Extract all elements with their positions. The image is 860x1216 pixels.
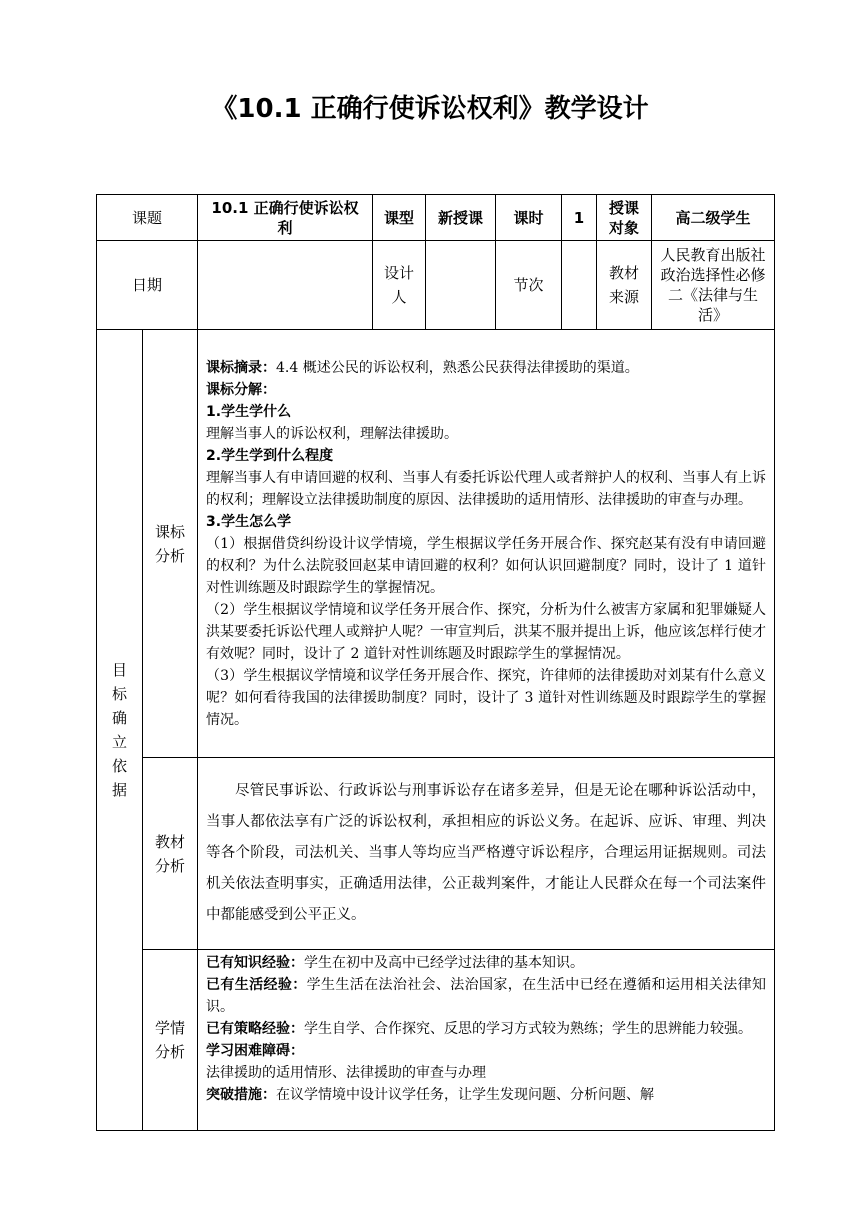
audience-label: 授课对象 bbox=[597, 195, 652, 241]
goal-section-label: 目标确立依据 bbox=[111, 661, 127, 799]
textbook-text: 尽管民事诉讼、行政诉讼与刑事诉讼存在诸多差异，但是无论在哪种诉讼活动中，当事人都依法享有广泛的诉讼权利，承担相应的诉讼义务。在起诉、应诉、审理、判决等各个阶段，司法机关、当事人等均应当严格遵守诉讼程序，合理运用证据规则。司法机关依法查明事实，正确适用法律，公正裁判案件，才能让人民群众在每一个司法案件中都能感受到公平正义。 bbox=[206, 783, 767, 923]
lesson-value: 10.1 正确行使诉讼权利 bbox=[198, 195, 373, 241]
date-label: 日期 bbox=[97, 241, 198, 330]
q3-item-3: （3）学生根据议学情境和议学任务开展合作、探究，许律师的法律援助对刘某有什么意义呢？如何看待我国的法律援助制度？同时，设计了 3 道针对性训练题及时跟踪学生的掌握情况。 bbox=[206, 667, 767, 728]
strategy-text: 学生自学、合作探究、反思的学习方式较为熟练；学生的思辨能力较强。 bbox=[304, 1021, 753, 1037]
measure-text: 在议学情境中设计议学任务，让学生发现问题、分析问题、解 bbox=[276, 1087, 655, 1103]
lesson-design-table bbox=[96, 194, 775, 1131]
knowledge-label: 已有知识经验： bbox=[206, 955, 305, 971]
header-row-1 bbox=[97, 195, 775, 241]
goal-section-cell bbox=[97, 330, 143, 1131]
strategy-label: 已有策略经验： bbox=[206, 1021, 305, 1037]
designer-label: 设计人 bbox=[373, 241, 426, 330]
q1-text: 理解当事人的诉讼权利，理解法律援助。 bbox=[206, 425, 459, 442]
lesson-label: 课题 bbox=[97, 195, 198, 241]
measure-label: 突破措施： bbox=[206, 1087, 277, 1103]
date-value bbox=[198, 241, 373, 330]
curriculum-row bbox=[97, 330, 775, 758]
section-value bbox=[562, 241, 597, 330]
type-value: 新授课 bbox=[426, 195, 496, 241]
life-text: 学生生活在法治社会、法治国家，在生活中已经在遵循和运用相关法律知识。 bbox=[206, 977, 767, 1015]
q3-item-1: （1）根据借贷纠纷设计议学情境，学生根据议学任务开展合作、探究赵某有没有申请回避的权利？为什么法院驳回赵某申请回避的权利？如何认识回避制度？同时，设计了 1 道针对性训练题及时跟踪学生的掌握情况。 bbox=[206, 535, 767, 596]
q3-item-2: （2）学生根据议学情境和议学任务开展合作、探究，分析为什么被害方家属和犯罪嫌疑人洪某要委托诉讼代理人或辩护人呢？一审宣判后，洪某不服并提出上诉，他应该怎样行使才有效呢？同时，设计了 2 道针对性训练题及时跟踪学生的掌握情况。 bbox=[206, 601, 767, 662]
audience-value: 高二级学生 bbox=[652, 195, 775, 241]
excerpt-text: 4.4 概述公民的诉讼权利，熟悉公民获得法律援助的渠道。 bbox=[276, 359, 639, 376]
q1-heading: 1.学生学什么 bbox=[206, 403, 292, 420]
learner-row bbox=[97, 950, 775, 1131]
q3-heading: 3.学生怎么学 bbox=[206, 513, 292, 530]
header-row-2 bbox=[97, 241, 775, 330]
period-value: 1 bbox=[562, 195, 597, 241]
textbook-row bbox=[97, 758, 775, 950]
knowledge-text: 学生在初中及高中已经学过法律的基本知识。 bbox=[304, 955, 585, 971]
q2-heading: 2.学生学到什么程度 bbox=[206, 447, 334, 464]
section-label: 节次 bbox=[496, 241, 562, 330]
life-label: 已有生活经验： bbox=[206, 977, 307, 993]
curriculum-label: 课标分析 bbox=[143, 330, 198, 758]
breakdown-label: 课标分解： bbox=[206, 381, 277, 398]
difficulty-label: 学习困难障碍： bbox=[206, 1043, 305, 1059]
source-label: 教材来源 bbox=[597, 241, 652, 330]
curriculum-content bbox=[198, 330, 775, 758]
source-value: 人民教育出版社政治选择性必修二《法律与生活》 bbox=[652, 241, 775, 330]
learner-label: 学情分析 bbox=[143, 950, 198, 1131]
period-label: 课时 bbox=[496, 195, 562, 241]
q2-text: 理解当事人有申请回避的权利、当事人有委托诉讼代理人或者辩护人的权利、当事人有上诉的权利；理解设立法律援助制度的原因、法律援助的适用情形、法律援助的审查与办理。 bbox=[206, 469, 767, 508]
page-title: 《10.1 正确行使诉讼权利》教学设计 bbox=[211, 94, 649, 124]
learner-content bbox=[198, 950, 775, 1131]
type-label: 课型 bbox=[373, 195, 426, 241]
excerpt-label: 课标摘录： bbox=[206, 359, 277, 376]
textbook-label: 教材分析 bbox=[143, 758, 198, 950]
designer-value bbox=[426, 241, 496, 330]
textbook-content bbox=[198, 758, 775, 950]
difficulty-text: 法律援助的适用情形、法律援助的审查与办理 bbox=[206, 1065, 487, 1081]
